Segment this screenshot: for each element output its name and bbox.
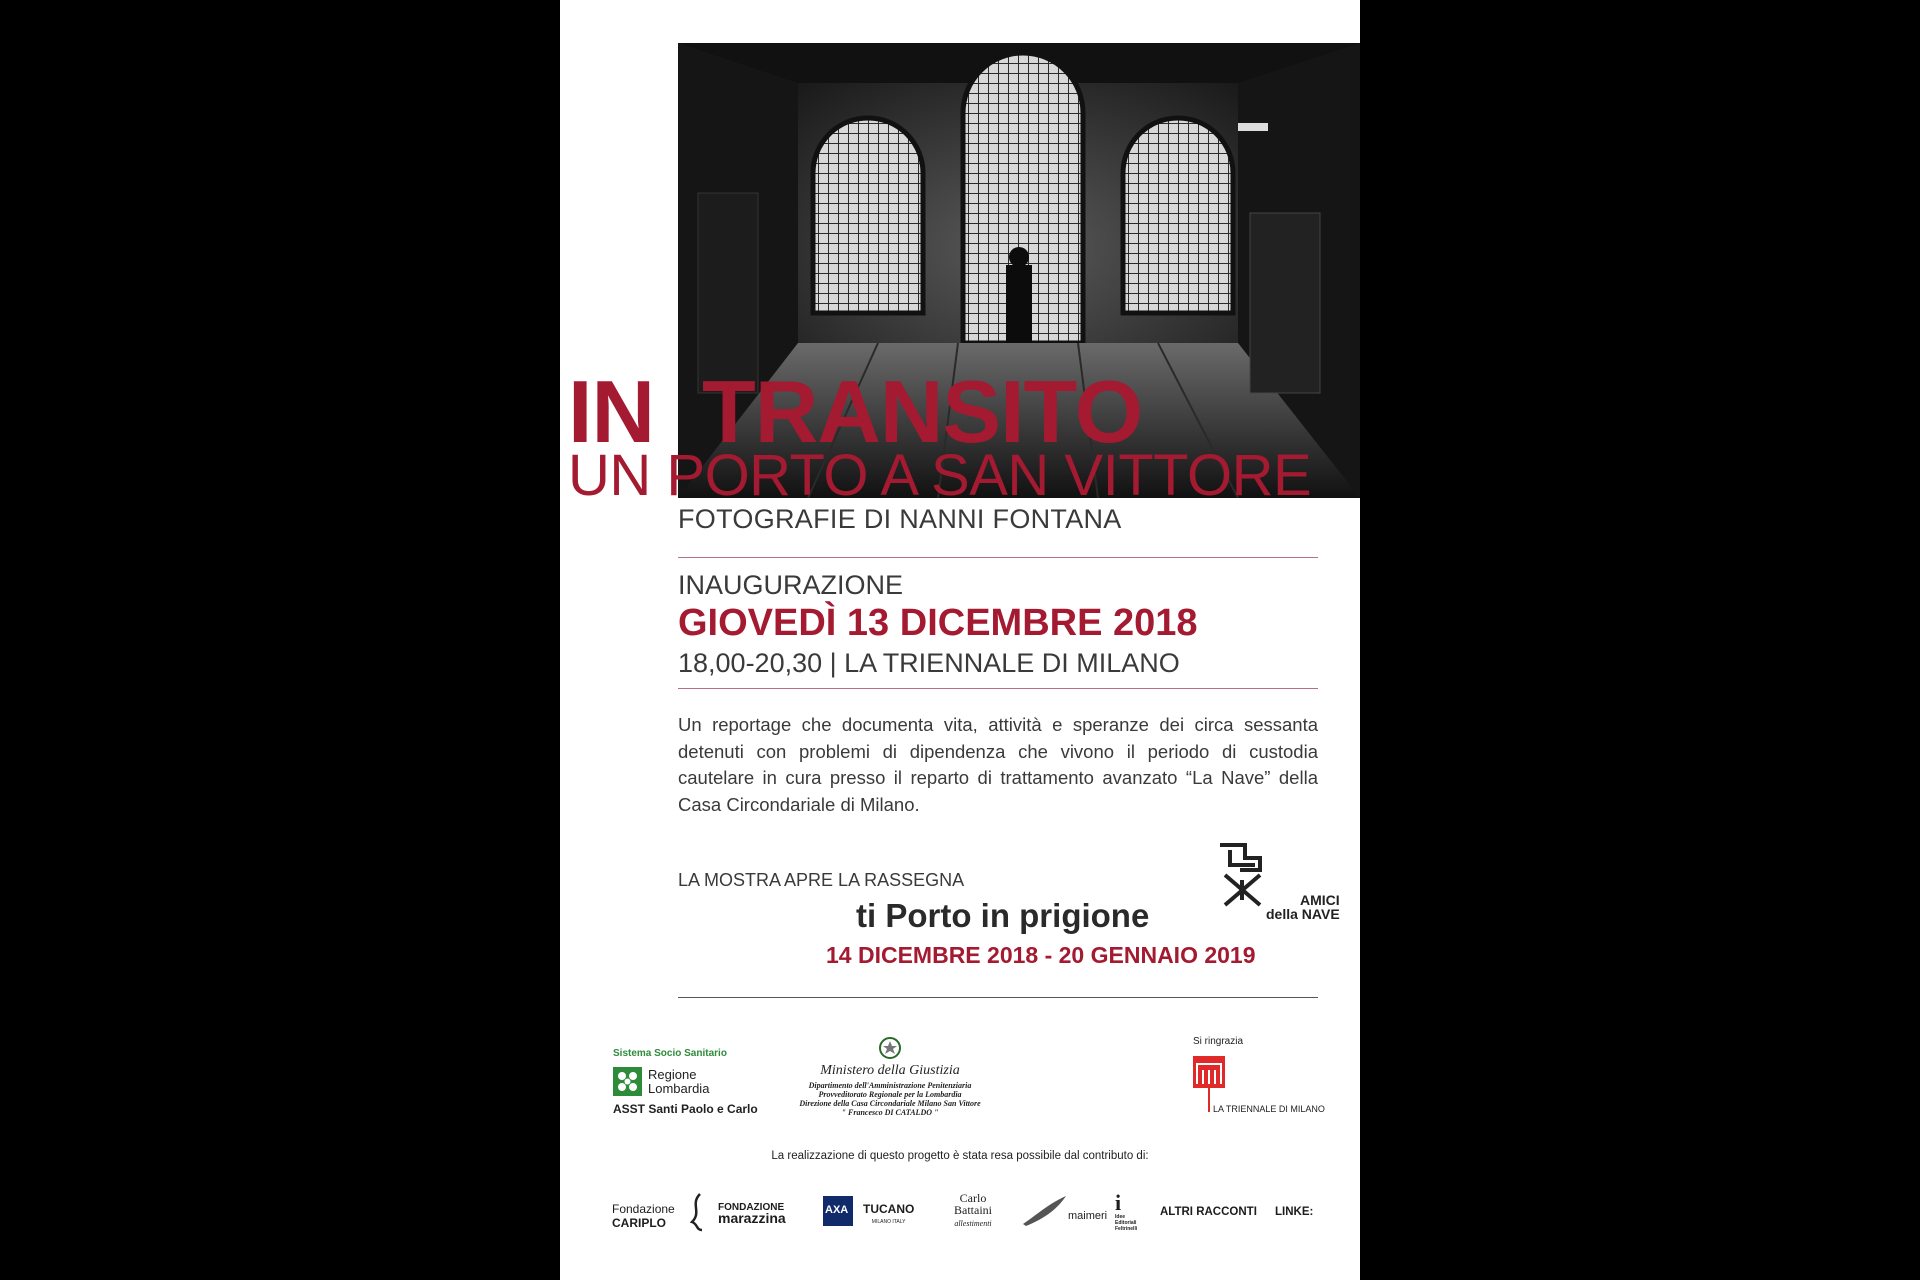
cariplo-line2: CARIPLO xyxy=(612,1216,666,1230)
marazzina-line1: FONDAZIONE xyxy=(718,1202,785,1213)
quill-icon xyxy=(1018,1194,1068,1230)
logo-axa xyxy=(823,1196,853,1226)
amici-logo-text xyxy=(1266,893,1340,921)
divider xyxy=(678,688,1318,689)
divider xyxy=(678,557,1318,558)
cariplo-line1: Fondazione xyxy=(612,1202,675,1216)
ministero-name: Ministero della Giustizia xyxy=(820,1063,960,1078)
tucano-line1: TUCANO xyxy=(863,1202,915,1216)
thanks-label: Si ringrazia xyxy=(1193,1036,1244,1047)
marazzina-line2: marazzina xyxy=(718,1210,786,1226)
regione-icon xyxy=(613,1067,642,1096)
ministero-line2: Provveditorato Regionale per la Lombardia xyxy=(818,1090,962,1099)
title-transito: TRANSITO xyxy=(702,362,1143,461)
exhibition-opens-label: LA MOSTRA APRE LA RASSEGNA xyxy=(678,870,965,890)
subtitle: UN PORTO A SAN VITTORE xyxy=(568,443,1312,508)
contributors-label: La realizzazione di questo progetto è stata resa possibile dal contributo di: xyxy=(771,1150,1149,1162)
battaini-line2: Battaini xyxy=(954,1203,992,1217)
ministero-line3: Direzione della Casa Circondariale Milano San Vittore xyxy=(799,1099,981,1108)
divider xyxy=(678,997,1318,998)
amici-line1: AMICI xyxy=(1299,892,1340,908)
logo-marazzina xyxy=(718,1202,786,1226)
triennale-icon xyxy=(1193,1056,1225,1088)
description: Un reportage che documenta vita, attività e speranze dei circa sessanta detenuti con problemi di dipendenza che vivono il periodo di custodia cautelare in cura presso il reparto di trattamento avanzato “La Nave” della Casa Circondariale di Milano. xyxy=(678,714,1318,815)
battaini-line1: Carlo xyxy=(959,1191,987,1205)
regione-line2: Lombardia xyxy=(648,1081,710,1096)
info-icon: i xyxy=(1115,1190,1122,1215)
axa-text: AXA xyxy=(825,1204,849,1216)
battaini-line3: allestimenti xyxy=(954,1219,992,1228)
logo-battaini xyxy=(954,1192,992,1230)
author-credit: FOTOGRAFIE DI NANNI FONTANA xyxy=(678,504,1122,534)
ministero-details xyxy=(780,1081,1000,1117)
logo-cariplo xyxy=(612,1202,675,1230)
contributor-logos xyxy=(560,1188,1360,1248)
asst-name: ASST Santi Paolo e Carlo xyxy=(613,1102,758,1116)
ministero-line4: " Francesco DI CATALDO " xyxy=(841,1108,939,1117)
feltrinelli-line2: Editoriali xyxy=(1115,1220,1137,1226)
regione-header: Sistema Socio Sanitario xyxy=(613,1048,727,1059)
regione-line1: Regione xyxy=(648,1067,697,1082)
feltrinelli-line3: Feltrinelli xyxy=(1115,1226,1138,1232)
ministero-line1: Dipartimento dell'Amministrazione Penitenziaria xyxy=(808,1081,972,1090)
emblem-icon xyxy=(878,1036,902,1060)
regione-lombardia-logo xyxy=(613,1067,642,1096)
inauguration-time-place: 18,00-20,30 | LA TRIENNALE DI MILANO xyxy=(678,648,1180,678)
logo-altri-racconti: ALTRI RACCONTI xyxy=(1160,1206,1257,1218)
logo-linke: LINKE: xyxy=(1275,1206,1314,1218)
triennale-stem xyxy=(1208,1088,1210,1112)
logo-tucano xyxy=(863,1204,914,1227)
cariplo-mark-icon xyxy=(688,1192,704,1232)
logo-maimeri: maimeri xyxy=(1068,1210,1108,1222)
exhibition-dates: 14 DICEMBRE 2018 - 20 GENNAIO 2019 xyxy=(826,942,1256,968)
title-in: IN xyxy=(568,362,654,461)
exhibition-title: ti Porto in prigione xyxy=(856,897,1150,934)
tucano-line2: MILANO ITALY xyxy=(871,1219,906,1225)
feltrinelli-line1: Idee xyxy=(1115,1214,1126,1220)
inauguration-date: GIOVEDÌ 13 DICEMBRE 2018 xyxy=(678,602,1198,644)
triennale-name: LA TRIENNALE DI MILANO xyxy=(1213,1104,1325,1114)
triennale-logo xyxy=(1193,1056,1225,1088)
inauguration-label: INAUGURAZIONE xyxy=(678,570,904,600)
amici-line2: della NAVE xyxy=(1266,906,1340,922)
logo-feltrinelli xyxy=(1115,1214,1137,1232)
regione-name xyxy=(648,1068,709,1096)
poster xyxy=(560,0,1360,1280)
